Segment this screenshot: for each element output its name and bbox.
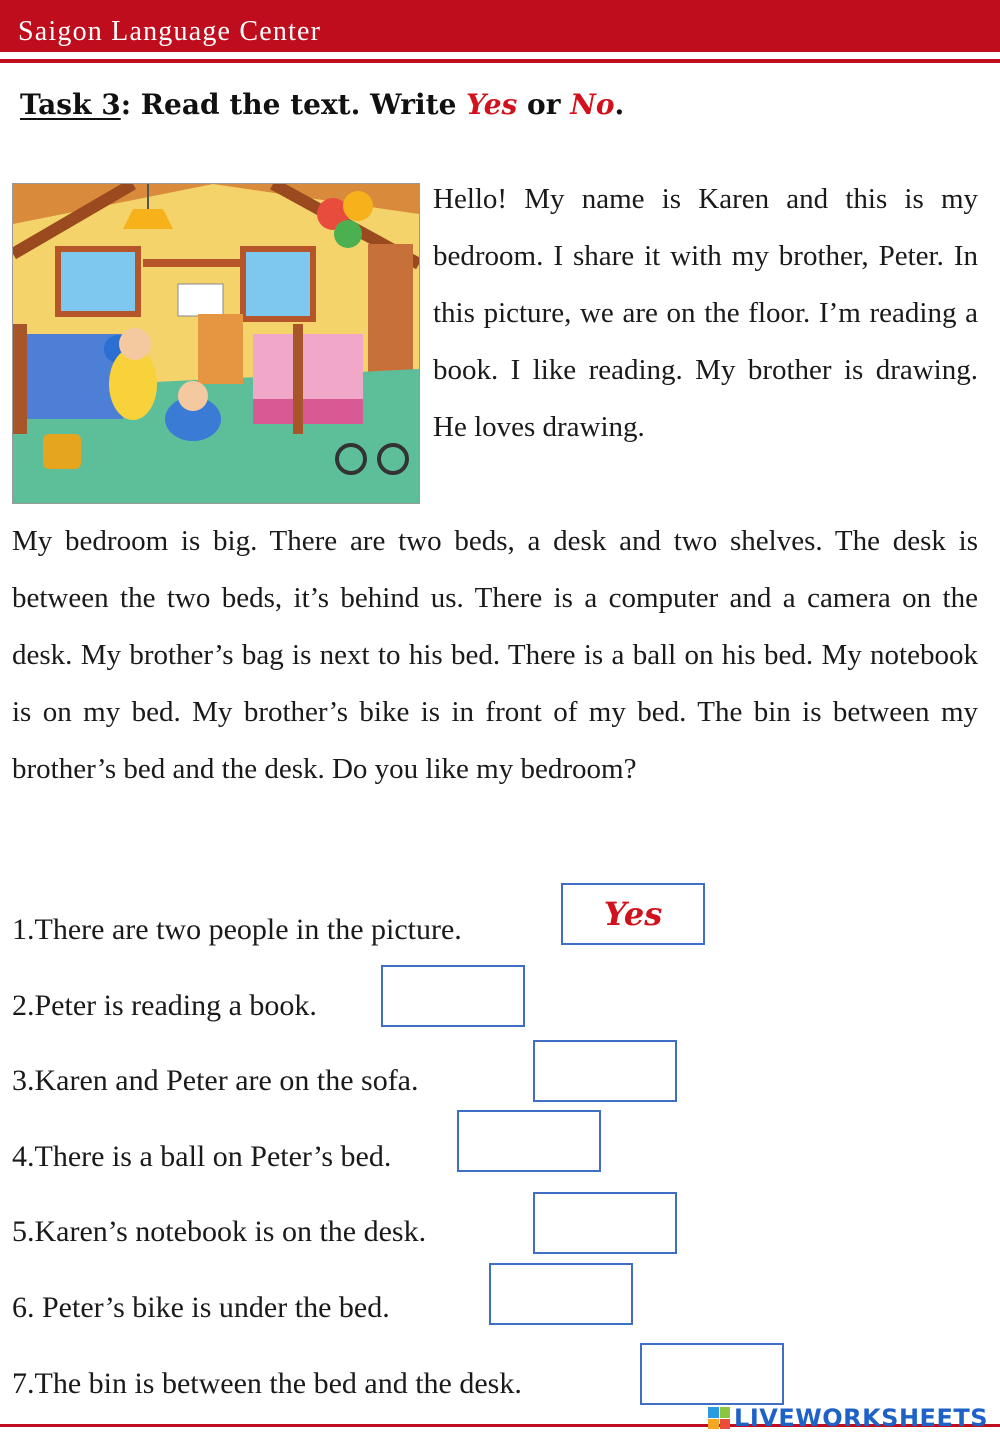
header-title: Saigon Language Center — [18, 16, 322, 47]
liveworksheets-logo-icon — [708, 1407, 730, 1429]
answer-box-4[interactable] — [457, 1110, 601, 1172]
story-paragraph-1: Hello! My name is Karen and this is my bedroom. I share it with my brother, Peter. In this picture, we are on the floor. I’m reading a book. I like reading. My brother is drawing. He loves drawing. — [433, 183, 978, 443]
bedroom-picture — [12, 183, 420, 504]
task-instruction: : Read the text. Write — [120, 88, 467, 121]
question-5: 5.Karen’s notebook is on the desk. — [12, 1215, 427, 1248]
liveworksheets-watermark — [708, 1404, 988, 1432]
task-no: No — [570, 88, 615, 121]
question-4: 4.There is a ball on Peter’s bed. — [12, 1140, 392, 1173]
answer-box-7[interactable] — [640, 1343, 784, 1405]
task-or: or — [517, 88, 571, 121]
story-paragraph-2: My bedroom is big. There are two beds, a desk and two shelves. The desk is between the two beds, it’s behind us. There is a computer and a camera on the desk. My brother’s bag is next to his bed. There is a ball on his bed. My notebook is on my bed. My brother’s bike is in front of my bed. The bin is between my brother’s bed and the desk. Do you like my bedroom? — [12, 525, 978, 785]
answer-box-3[interactable] — [533, 1040, 677, 1102]
question-3: 3.Karen and Peter are on the sofa. — [12, 1064, 419, 1097]
question-2: 2.Peter is reading a book. — [12, 989, 317, 1022]
task-heading — [20, 88, 624, 121]
task-end: . — [614, 88, 625, 121]
answer-box-1[interactable]: Yes — [561, 883, 705, 945]
question-7: 7.The bin is between the bed and the desk. — [12, 1367, 522, 1400]
header-divider — [0, 59, 1000, 63]
answer-box-5[interactable] — [533, 1192, 677, 1254]
header-bar — [0, 0, 1000, 52]
question-1: 1.There are two people in the picture. — [12, 913, 462, 946]
answer-box-6[interactable] — [489, 1263, 633, 1325]
answer-box-2[interactable] — [381, 965, 525, 1027]
watermark-text: LIVEWORKSHEETS — [734, 1404, 988, 1432]
task-label: Task 3 — [20, 88, 121, 121]
question-6: 6. Peter’s bike is under the bed. — [12, 1291, 390, 1324]
task-yes: Yes — [466, 88, 518, 121]
